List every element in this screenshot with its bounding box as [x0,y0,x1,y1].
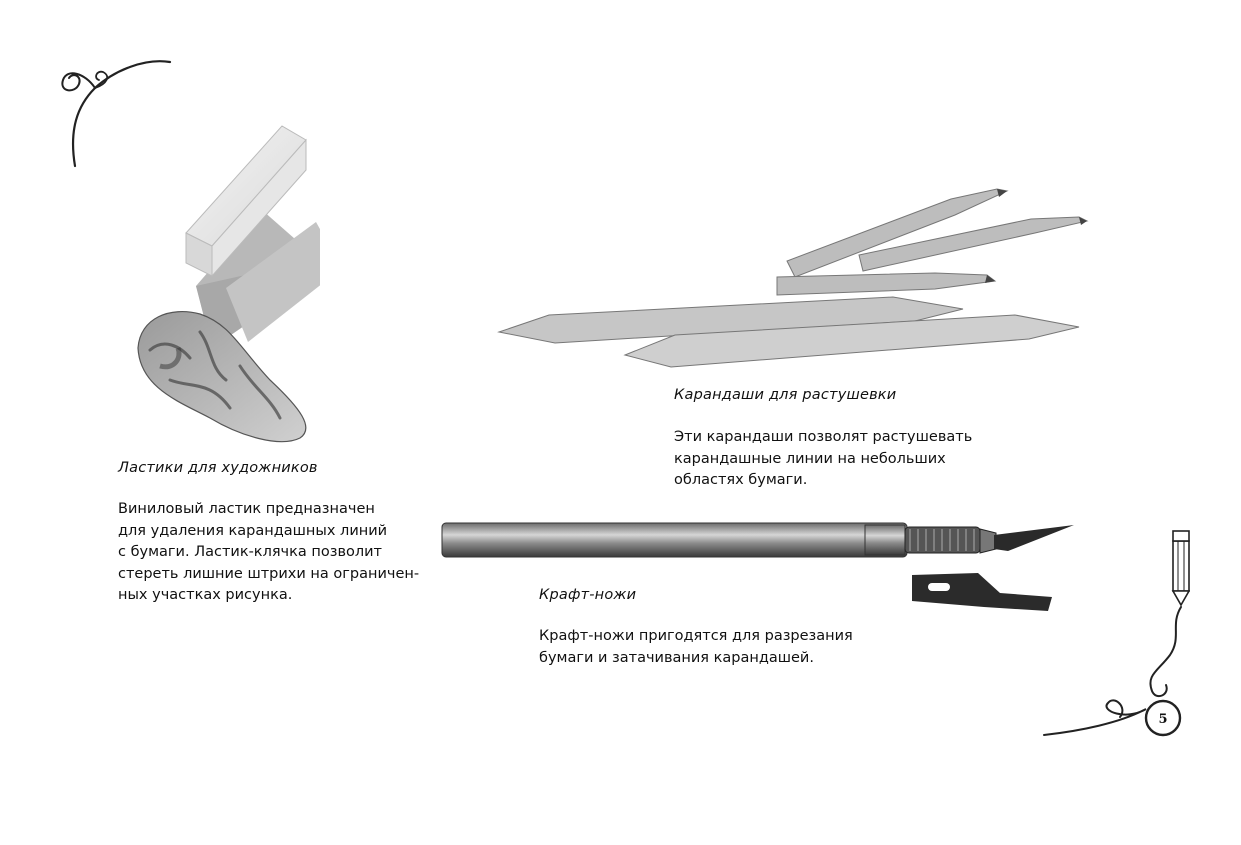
blending-stumps-illustration [495,185,1095,370]
spare-blade [912,573,1052,611]
small-stump-3 [777,273,995,295]
erasers-caption: Ластики для художников [118,460,318,476]
pencil-icon [1173,531,1189,605]
stumps-description: Эти карандаши позволят растушевать карандашные линии на небольших областях бумаги. [674,429,973,488]
knives-caption: Крафт-ножи [539,587,637,603]
erasers-description: Виниловый ластик предназначен для удаления карандашных линий с бумаги. Ластик-клячка позволит стереть лишние штрихи на ограничен- ных участках рисунка. [118,501,420,603]
erasers-illustration [130,118,320,453]
knives-description: Крафт-ножи пригодятся для разрезания бумаги и затачивания карандашей. [539,628,853,666]
page-number: 5 [1158,711,1168,727]
knife-collet [905,527,996,553]
knife-handle [442,523,907,557]
stumps-caption: Карандаши для растушевки [674,387,897,403]
kneaded-eraser [138,312,306,442]
craft-knife-illustration [440,515,1080,620]
